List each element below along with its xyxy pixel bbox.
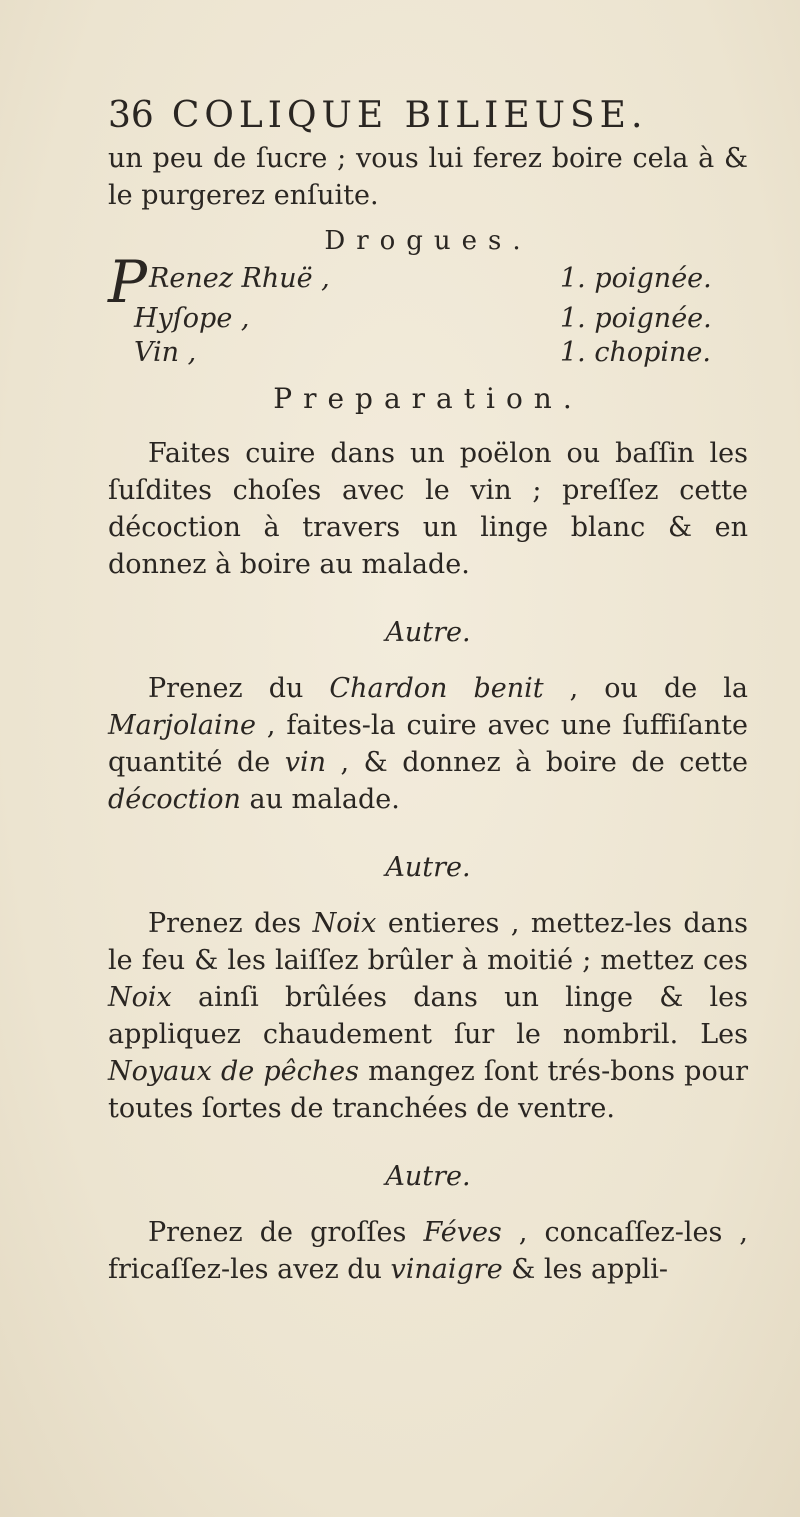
italic-term: Chardon benit (329, 673, 544, 704)
drug-row (108, 336, 748, 370)
drug-name: Vin , (134, 337, 197, 368)
italic-term: Noix (108, 982, 172, 1013)
remedy-text: Prenez du Chardon benit , ou de la Marjolaine , faites-la cuire avec une ſuffiſante quantité de vin , & donnez à boire de cette décoction au malade. (108, 673, 749, 815)
remedy-heading: Autre. (385, 852, 471, 883)
drug-quantity: 1. poignée. (560, 303, 712, 334)
page-content (108, 92, 748, 1288)
italic-term: décoction (108, 784, 241, 815)
drug-row (108, 248, 748, 316)
drug-row (108, 302, 748, 336)
preparation-heading: Preparation. (273, 382, 583, 415)
preparation-text: Faites cuire dans un poëlon ou baſſin les ſuſdites choſes avec le vin ; preſſez cette décoction à travers un linge blanc & en donnez à boire au malade. (108, 438, 748, 580)
italic-term: Marjolaine (108, 710, 257, 741)
italic-term: Féves (423, 1217, 502, 1248)
drug-name: Hyſope , (134, 303, 250, 334)
remedy-heading: Autre. (385, 617, 471, 648)
drug-name: Renez Rhuë , (149, 263, 330, 294)
remedies-list (108, 617, 748, 1288)
italic-term: Noyaux de pêches (108, 1056, 360, 1087)
remedy-heading: Autre. (385, 1161, 471, 1192)
italic-term: vin (284, 747, 327, 778)
drug-quantity: 1. chopine. (560, 337, 711, 368)
running-header (108, 92, 748, 140)
drug-quantity: 1. poignée. (560, 263, 712, 294)
page-number: 36 (108, 95, 154, 136)
italic-term: vinaigre (390, 1254, 503, 1285)
drogues-heading: Drogues. (324, 226, 532, 256)
chapter-title: COLIQUE BILIEUSE. (171, 95, 648, 136)
drop-cap: P (108, 248, 148, 316)
remedy-text: Prenez des Noix entieres , mettez-les dans le feu & les laiſſez brûler à moitié ; mettez ces Noix ainſi brûlées dans un linge & les appliquez chaudement ſur le nombril. Les Noyaux de pêches mangez ſont trés-bons pour toutes ſortes de tranchées de ventre. (108, 908, 748, 1124)
drug-list (108, 248, 748, 370)
intro-text: un peu de ſucre ; vous lui ferez boire cela à & le purgerez enſuite. (108, 143, 748, 211)
remedy-text: Prenez de groſſes Féves , concaſſez-les , fricaſſez-les avez du vinaigre & les appli- (108, 1217, 748, 1285)
italic-term: Noix (312, 908, 377, 939)
